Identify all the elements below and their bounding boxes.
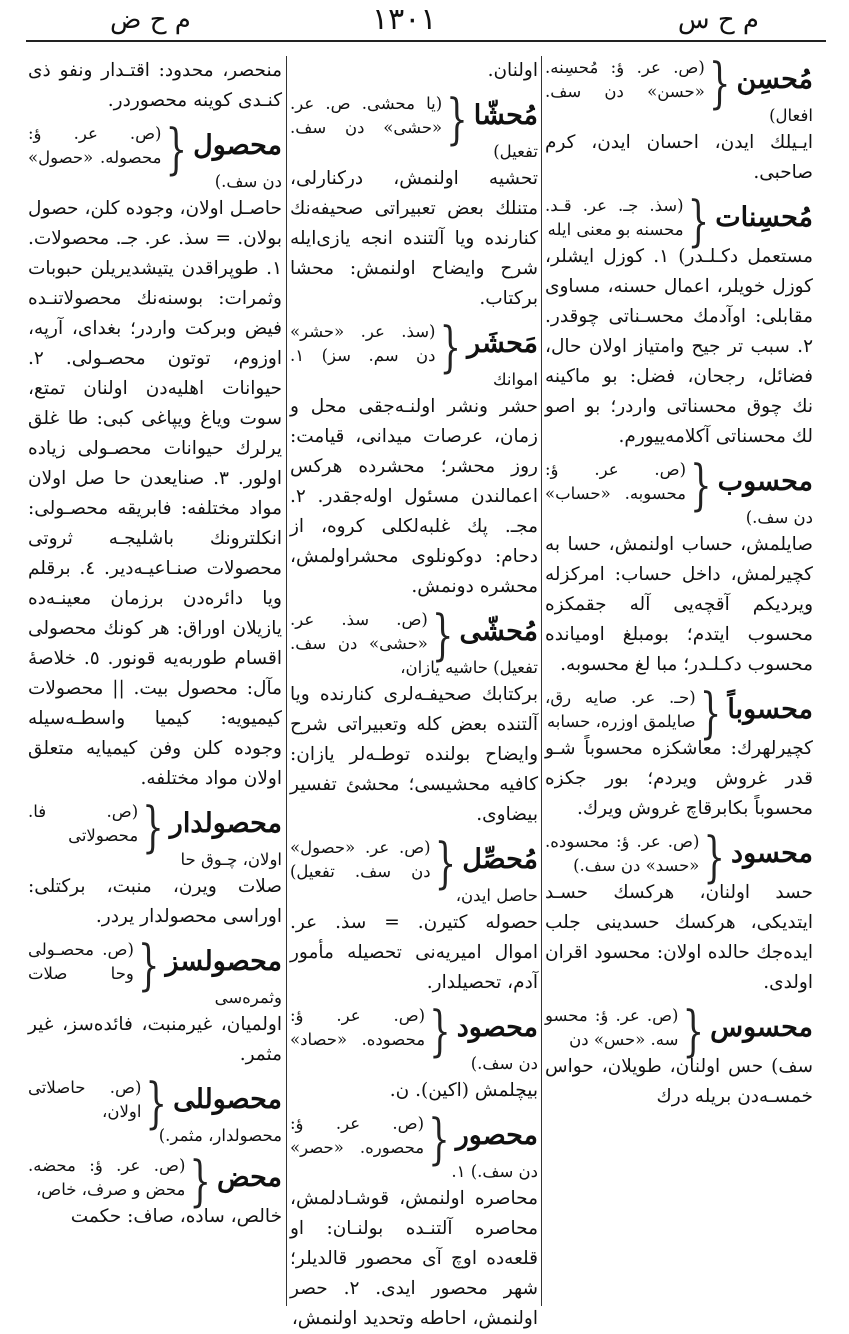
running-head-right: م ح س [677, 5, 759, 35]
entry-definition: بيچلمش (اكين). ن. [389, 1080, 538, 1101]
brace-mark: { [682, 999, 705, 1064]
brace-mark: { [428, 1107, 450, 1172]
entry-definition: مستعمل دكـلـدر) ١. كوزل ايشلر، كوزل خويلر، اعمال حسنه، مساوى مقابلى: اوآدمك محسـناتى چوقدر. ٢. سبب تر جيح وامتياز اولان حال، فضائل، رجحان، فضل: بو ماكينه نك چوق محسناتى واردر؛ بو اصو لك محسناتى آكلامه‌ييورم. [545, 246, 813, 447]
entry-grammar-note: (ص. عر. ؤ: محسوده. «حسد» دن سف.) [545, 832, 700, 875]
column-divider [541, 56, 542, 1306]
entry-grammar-note: (ص. فا. محصولاتى اولان، چـوق حا [28, 802, 282, 869]
entry-definition: منحصر، محدود: اقتـدار ونفو ذى كنـدى كوينه محصوردر. [28, 60, 282, 111]
brace-mark: { [699, 681, 722, 746]
entry-definition: خالص، ساده، صاف: حكمت [70, 1206, 282, 1227]
page-number: ١٣٠١ [372, 2, 437, 37]
entry-grammar-note: (سذ. جـ. عر. قـد. محسنه بو معنى ايله [545, 196, 684, 239]
entry-headword: محصولدار [169, 808, 282, 839]
entry-headword: مَحشَر [467, 328, 538, 359]
brace-mark: { [708, 51, 731, 116]
entry-grammar-note: (ص. عر. ؤ: محسوبه. «حساب» دن سف.) [545, 460, 813, 527]
entry-grammar-note: (ص. عر. ؤ: محصوله. «حصول» دن سف.) [28, 124, 282, 191]
column-divider [286, 56, 287, 1306]
dictionary-entry [290, 831, 538, 998]
entry-headword: مُحشّى [459, 616, 538, 647]
entry-grammar-note: (يا محشى. ص. عر. «حشى» دن سف. تفعيل) [290, 94, 538, 161]
header-rule [26, 40, 826, 42]
entry-headword: محسوب [717, 466, 813, 497]
dictionary-entry-continuation [290, 56, 538, 86]
entry-grammar-note: (ص. حاصلاتى اولان، محصولدار، مثمر.) [28, 1078, 282, 1145]
entry-definition: صلات ويرن، منبت، بركتلى: اوراسى محصولدار يردر. [28, 876, 282, 927]
brace-mark: { [446, 87, 468, 152]
entry-grammar-note: (حـ. عر. صايه رق، صايلمق اوزره، حسابه [545, 688, 696, 731]
entry-headword: محصول [193, 130, 282, 161]
dictionary-entry [290, 87, 538, 314]
brace-mark: { [189, 1149, 212, 1214]
entry-headword: محسوباً [727, 694, 813, 725]
column-left [28, 56, 282, 1306]
dictionary-entry [28, 795, 282, 932]
dictionary-entry [545, 999, 813, 1112]
entry-headword: مُحشّا [473, 100, 538, 131]
entry-definition: حاصـل اولان، وجوده كلن، حصول بولان. = سذ. عر. جـ. محصولات. ١. طوپراقدن يتيشديريلن حبوبات وثمرات: بوسنه‌نك محصولاتنـده فيض وبركت واردر؛ بغداى، آرپه، اوزوم، توتون محصـولى. ٢. حيوانات اهليه‌دن اولنان تمتع، سوت وياغ ويپاغى كبى: طا غلق يرلرك حيوانات محصـولى زياده اولور. ٣. صنايعدن حا صل اولان مواد مختلفه: فابريقه محصـولى: انكلترونك باشليجـه ثروتى محصولات صنـاعيـه‌دير. ٤. برقلم ويا دائره‌دن برزمان معينـه‌ده يازيلان اوراق: هر كونك محصولى اقسام طوربه‌يه قونور. ٥. خلاصهٔ مآل: محصول بيت. || محصولات كيميويه: كيميا واسطـه‌سيله وجوده كلن وفن كيميايه متعلق اولان مواد مختلفه. [28, 198, 282, 789]
brace-mark: { [434, 831, 457, 896]
entry-definition: حشر ونشر اولنـه‌جقى محل و زمان، عرصات ميدانى، قيامت: روز محشر؛ محشرده هركس اعمالندن مسئول اوله‌جقدر. ٢. مجـ. پك غلبه‌لكلى كروه، از دحام: دوكونلوى محشراولمش، محشره دونمش. [290, 396, 538, 597]
brace-mark: { [145, 1071, 168, 1136]
brace-mark: { [165, 117, 188, 182]
dictionary-entry [290, 1107, 539, 1334]
dictionary-entry [290, 603, 538, 830]
running-head-left: م ح ض [110, 5, 191, 35]
column-middle [290, 56, 539, 1329]
dictionary-entry [290, 315, 538, 602]
entry-grammar-note: (ص. عر. ؤ: محسو سه. «حس» دن [545, 1006, 679, 1049]
entry-headword: مُحصِّل [462, 844, 538, 875]
dictionary-entry [545, 189, 813, 452]
entry-headword: محسوس [710, 1012, 813, 1043]
entry-grammar-note: (ص. عر. «حصول» دن سف. تفعيل) حاصل ايدن، [290, 838, 538, 905]
entry-headword: مُحسِنات [715, 202, 813, 233]
brace-mark: { [703, 825, 726, 890]
entry-definition: حسد اولنان، هركسك حسـد ايتديكى، هركسك حسدينى جلب ايده‌جك حالده اولان: محسود اقران اولدى. [545, 882, 813, 993]
brace-mark: { [137, 933, 160, 998]
entry-grammar-note: (ص. عر. ؤ: محصوره. «حصر» دن سف.) ١. [290, 1114, 538, 1181]
entry-headword: محض [217, 1162, 282, 1193]
dictionary-entry [290, 999, 538, 1106]
dictionary-entry [545, 825, 813, 998]
entry-grammar-note: (سذ. عر. «حشر» دن سم. سز) ١. اموانك [290, 322, 538, 389]
dictionary-entry [28, 1071, 282, 1148]
entry-definition: تحشيه اولنمش، دركنارلى، متنلك بعض تعبيراتى صحيفه‌نك كنارنده ويا آلتنده انجه يازى‌ايله شرح وايضاح اولنمش: محشا بركتاب. [290, 168, 538, 309]
dictionary-entry [545, 681, 813, 824]
entry-headword: محصولسز [165, 946, 282, 977]
entry-headword: محصور [455, 1120, 538, 1151]
entry-headword: محصوللى [173, 1084, 282, 1115]
entry-definition: سف) حس اولنان، طويلان، حواس خمسـه‌دن بريله درك [545, 1056, 813, 1107]
dictionary-entry-continuation [28, 56, 282, 116]
brace-mark: { [690, 453, 712, 518]
entry-definition: اولميان، غيرمنبت، فائده‌سز، غير مثمر. [28, 1014, 282, 1065]
dictionary-entry [545, 51, 813, 188]
entry-definition: بركتابك صحيفـه‌لرى كنارنده ويا آلتنده بعض كله وتعبيراتى شرح وايضاح بولنده توطـه‌لر يازان: كافيه محشيسى؛ محشئ تفسير بيضاوى. [290, 684, 538, 825]
entry-grammar-note: (ص. سذ. عر. «حشى» دن سف. تفعيل) حاشيه يازان، [290, 610, 538, 677]
brace-mark: { [142, 795, 164, 860]
brace-mark: { [439, 315, 462, 380]
entry-definition: اولنان. [487, 60, 538, 81]
brace-mark: { [431, 603, 454, 668]
dictionary-entry [28, 933, 282, 1070]
entry-grammar-note: (ص. عر. ؤ: مُحسِنه. «حسن» دن سف. افعال) [545, 58, 813, 125]
entry-headword: مُحسِن [736, 64, 813, 95]
column-right [545, 51, 813, 1306]
entry-headword: محصود [456, 1012, 538, 1043]
entry-definition: حصوله كتيرن. = سذ. عر. اموال اميريه‌نى تحصيله مأمور آدم، تحصيلدار. [290, 912, 538, 993]
brace-mark: { [687, 189, 710, 254]
entry-grammar-note: (ص. عر. ؤ: محصوده. «حصاد» دن سف.) [290, 1006, 538, 1073]
entry-grammar-note: (ص. محصـولى وحا صلات وثمره‌سى [28, 940, 282, 1007]
entry-definition: ايـيلك ايدن، احسان ايدن، كرم صاحبى. [545, 132, 813, 183]
entry-definition: محاصره اولنمش، قوشـادلمش، محاصره آلتنـده بولنـان: او قلعه‌ده اوچ آى محصور قالديلر؛ شهر محصور ايدى. ٢. حصر اولنمش، احاطه وتحديد اولنمش، [290, 1188, 539, 1329]
dictionary-entry [545, 453, 813, 680]
brace-mark: { [429, 999, 451, 1064]
dictionary-entry [28, 1149, 282, 1232]
dictionary-entry [28, 117, 282, 794]
entry-grammar-note: (ص. عر. ؤ: محضه. محض و صرف، خاص، [28, 1156, 186, 1199]
entry-headword: محسود [731, 838, 813, 869]
entry-definition: صايلمش، حساب اولنمش، حسا به كچيرلمش، داخل حساب: امرکزله ويرديكم آقچه‌يى آله جقمكزه محسوب ايتدم؛ بومبلغ اوميانده محسوب دكـلـدر؛ مبا لغ محسوبه. [545, 534, 813, 675]
entry-definition: كچيرلهرك: معاشكزه محسوباً شـو قدر غروش ويردم؛ بور جكزه محسوباً بكابرقاچ غروش ويرك. [545, 738, 813, 819]
